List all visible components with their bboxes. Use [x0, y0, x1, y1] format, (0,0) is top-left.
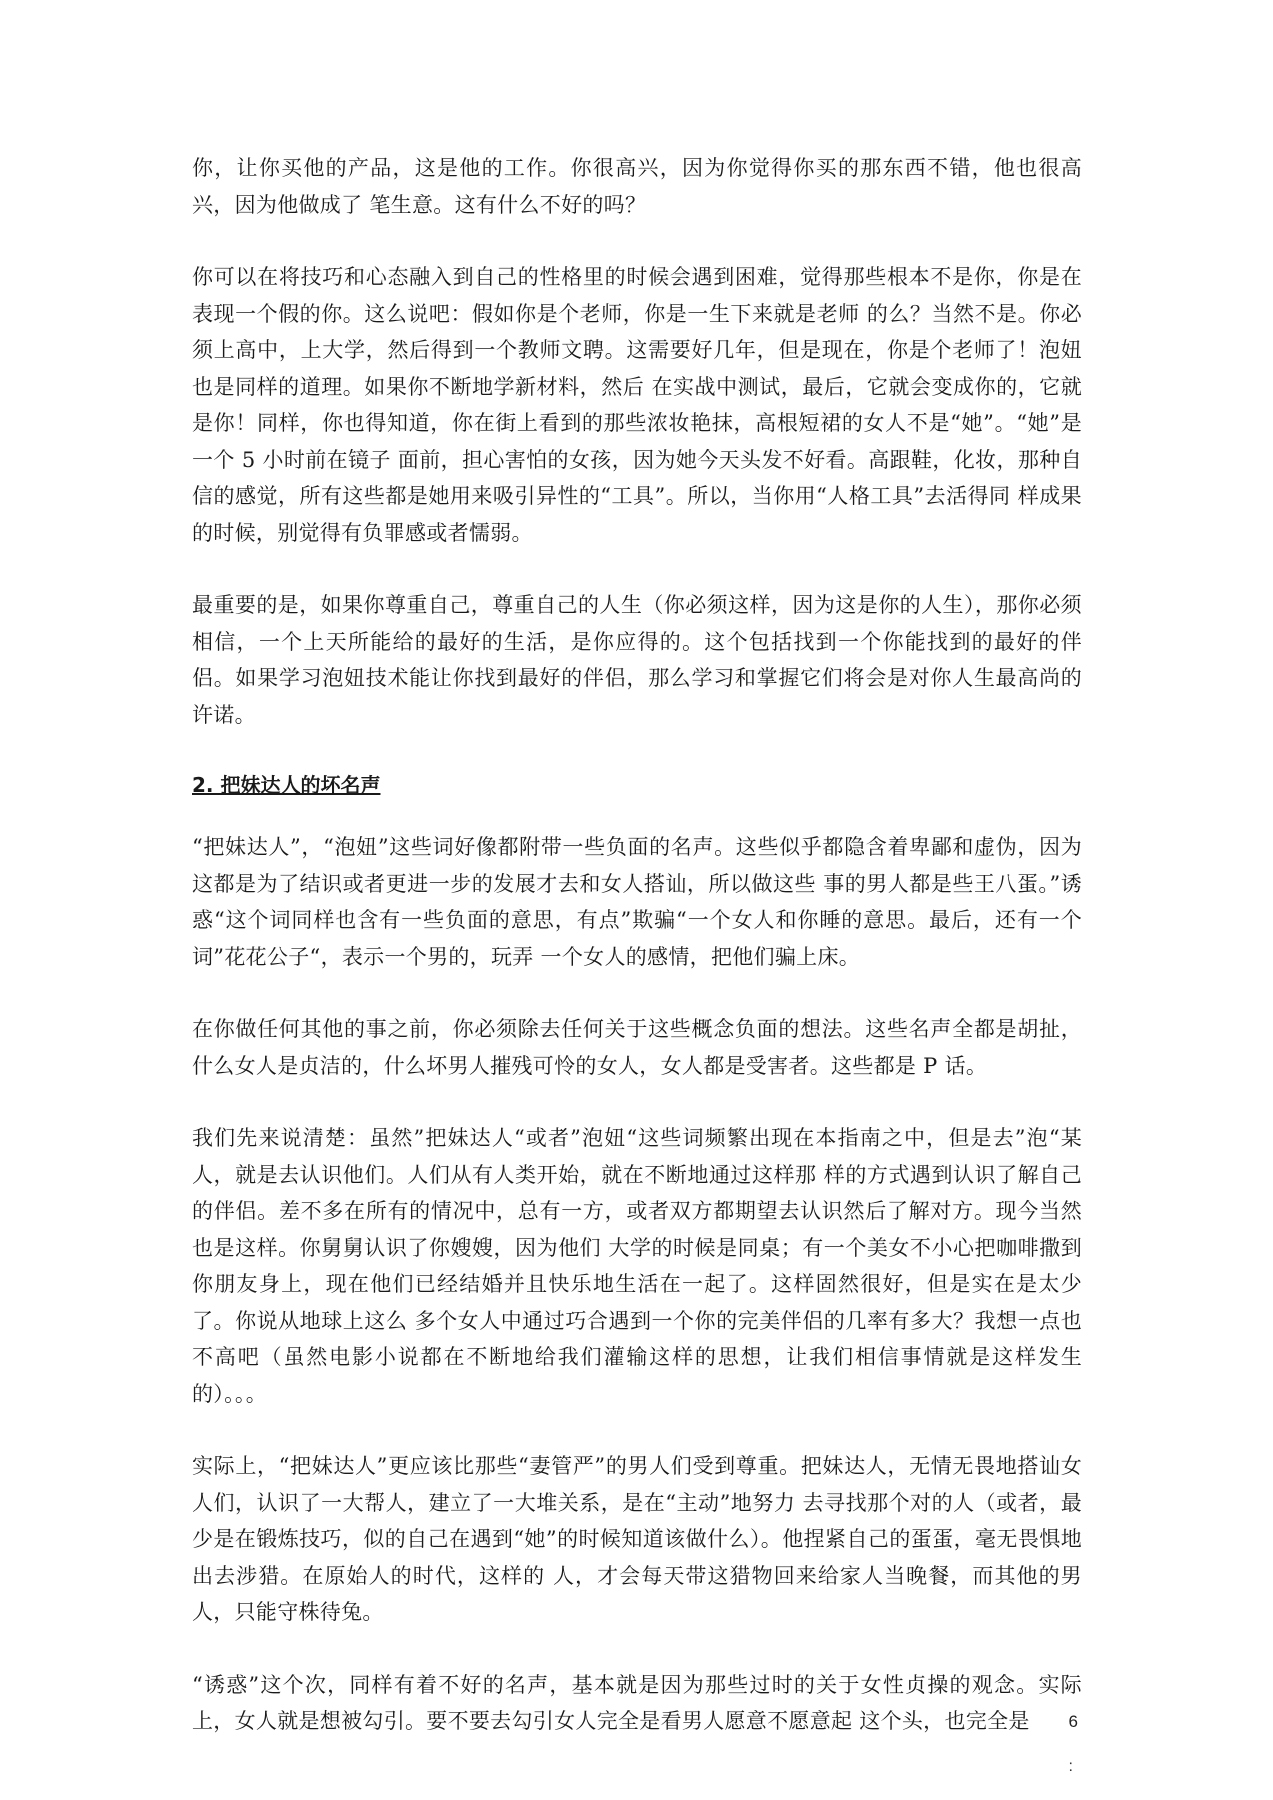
paragraph: “把妹达人”，“泡妞”这些词好像都附带一些负面的名声。这些似乎都隐含着卑鄙和虚伪，因为这都是为了结识或者更进一步的发展才去和女人搭讪，所以做这些 事的男人都是些王八蛋。”诱惑“这个词同样也含有一些负面的意思，有点”欺骗“一个女人和你睡的意思。最后，还有一个词”花花公子“，表示一个男的，玩弄 一个女人的感情，把他们骗上床。 [192, 835, 1082, 969]
page-content [192, 150, 1082, 1776]
page-mark: : [1068, 1758, 1073, 1775]
page-number: 6 [1068, 1712, 1078, 1731]
paragraph: 我们先来说清楚：虽然”把妹达人“或者”泡妞“这些词频繁出现在本指南之中，但是去”泡“某人，就是去认识他们。人们从有人类开始，就在不断地通过这样那 样的方式遇到认识了解自己的伴侣。差不多在所有的情况中，总有一方，或者双方都期望去认识然后了解对方。现今当然也是这样。你舅舅认识了你嫂嫂，因为他们 大学的时候是同桌；有一个美女不小心把咖啡撒到你朋友身上，现在他们已经结婚并且快乐地生活在一起了。这样固然很好，但是实在是太少了。你说从地球上这么 多个女人中通过巧合遇到一个你的完美伴侣的几率有多大？我想一点也不高吧（虽然电影小说都在不断地给我们灌输这样的思想，让我们相信事情就是这样发生 的）。。。 [192, 1126, 1082, 1406]
paragraph: 最重要的是，如果你尊重自己，尊重自己的人生（你必须这样，因为这是你的人生），那你必须相信，一个上天所能给的最好的生活，是你应得的。这个包括找到一个你能找到的最好的伴侣。如果学习泡妞技术能让你找到最好的伴侣，那么学习和掌握它们将会是对你人生最高尚的许诺。 [192, 593, 1082, 727]
paragraph: 实际上，“把妹达人”更应该比那些“妻管严”的男人们受到尊重。把妹达人，无情无畏地搭讪女人们，认识了一大帮人，建立了一大堆关系，是在“主动”地努力 去寻找那个对的人（或者，最少是在锻炼技巧，似的自己在遇到“她”的时候知道该做什么）。他捏紧自己的蛋蛋，毫无畏惧地出去涉猎。在原始人的时代，这样的 人，才会每天带这猎物回来给家人当晚餐，而其他的男人，只能守株待兔。 [192, 1454, 1082, 1624]
paragraph: 你可以在将技巧和心态融入到自己的性格里的时候会遇到困难，觉得那些根本不是你，你是在表现一个假的你。这么说吧：假如你是个老师，你是一生下来就是老师 的么？当然不是。你必须上高中，上大学，然后得到一个教师文聘。这需要好几年，但是现在，你是个老师了！泡妞也是同样的道理。如果你不断地学新材料，然后 在实战中测试，最后，它就会变成你的，它就是你！同样，你也得知道，你在街上看到的那些浓妆艳抹，高根短裙的女人不是“她”。“她”是一个 5 小时前在镜子 面前，担心害怕的女孩，因为她今天头发不好看。高跟鞋，化妆，那种自信的感觉，所有这些都是她用来吸引异性的“工具”。所以，当你用“人格工具”去活得同 样成果的时候，别觉得有负罪感或者懦弱。 [192, 265, 1082, 545]
section-heading: 2. 把妹达人的坏名声 [192, 773, 381, 797]
paragraph: 在你做任何其他的事之前，你必须除去任何关于这些概念负面的想法。这些名声全都是胡扯，什么女人是贞洁的，什么坏男人摧残可怜的女人，女人都是受害者。这些都是 P 话。 [192, 1017, 1082, 1078]
paragraph: 你，让你买他的产品，这是他的工作。你很高兴，因为你觉得你买的那东西不错，他也很高兴，因为他做成了 笔生意。这有什么不好的吗？ [192, 156, 1082, 217]
paragraph: “诱惑”这个次，同样有着不好的名声，基本就是因为那些过时的关于女性贞操的观念。实际上，女人就是想被勾引。要不要去勾引女人完全是看男人愿意不愿意起 这个头，也完全是 [192, 1672, 1082, 1733]
